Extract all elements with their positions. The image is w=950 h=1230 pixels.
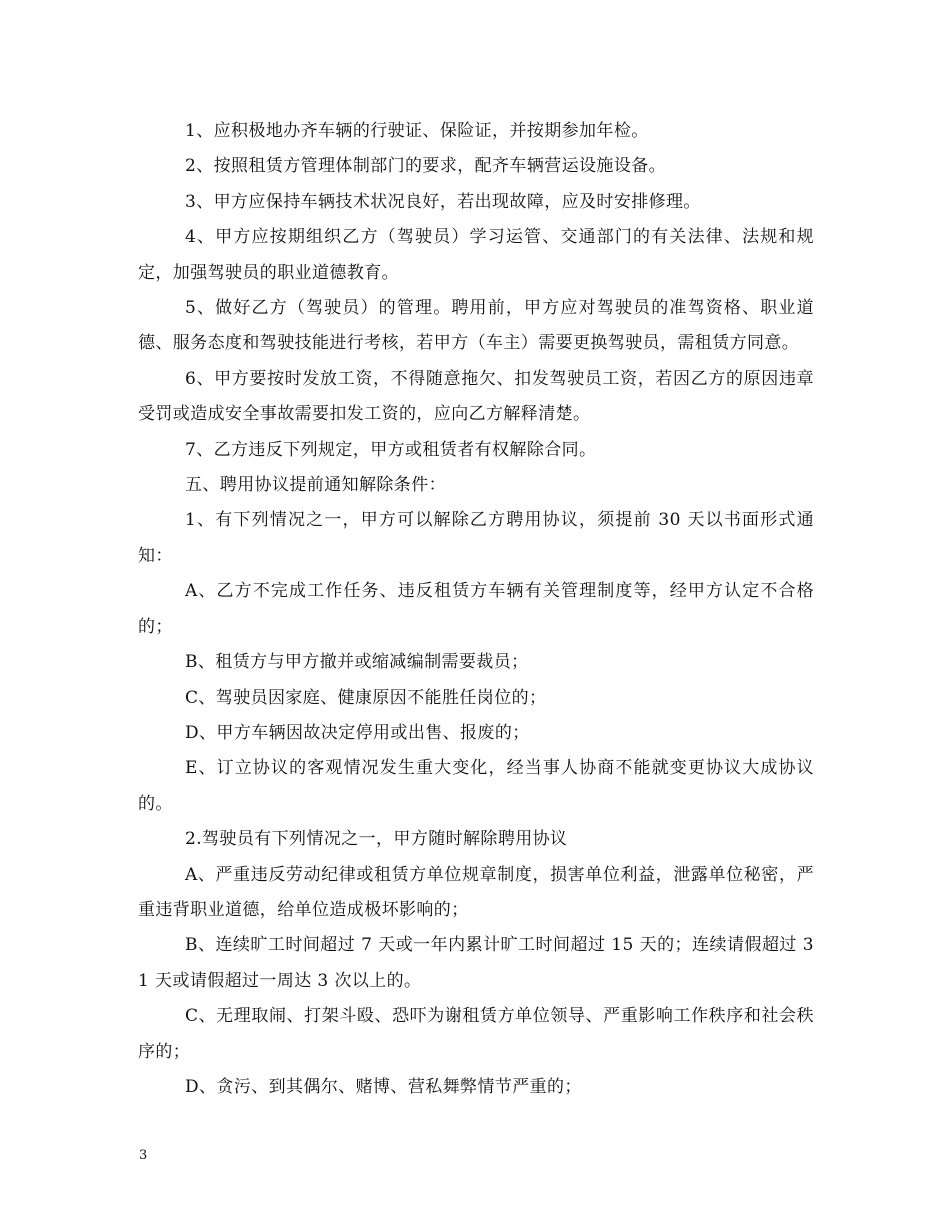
paragraph: A、乙方不完成工作任务、违反租赁方车辆有关管理制度等，经甲方认定不合格的； [138,581,814,637]
paragraph: 2、按照租赁方管理体制部门的要求，配齐车辆营运设施设备。 [185,156,667,177]
page-number: 3 [139,1148,148,1163]
paragraph: D、甲方车辆因故决定停用或出售、报废的； [185,722,530,743]
paragraph: 6、甲方要按时发放工资，不得随意拖欠、扣发驾驶员工资，若因乙方的原因违章受罚或造成安全事故需要扣发工资的，应向乙方解释清楚。 [138,368,814,425]
paragraph: 3、甲方应保持车辆技术状况良好，若出现故障，应及时安排修理。 [185,191,701,212]
paragraph: 7、乙方违反下列规定，甲方或租赁者有权解除合同。 [185,439,597,460]
paragraph: 4、甲方应按期组织乙方（驾驶员）学习运管、交通部门的有关法律、法规和规定，加强驾驶员的职业道德教育。 [138,227,814,283]
section-heading: 五、聘用协议提前通知解除条件： [185,475,446,496]
paragraph: C、无理取闹、打架斗殴、恐吓为谢租赁方单位领导、严重影响工作秩序和社会秩序的； [138,1006,814,1062]
paragraph: A、严重违反劳动纪律或租赁方单位规章制度，损害单位利益，泄露单位秘密，严重违背职业道德，给单位造成极坏影响的； [138,864,814,920]
document-body [138,114,814,1105]
paragraph: B、连续旷工时间超过 7 天或一年内累计旷工时间超过 15 天的；连续请假超过 31 天或请假超过一周达 3 次以上的。 [138,935,814,991]
paragraph: 1、有下列情况之一，甲方可以解除乙方聘用协议，须提前 30 天以书面形式通知： [138,510,814,566]
paragraph: 5、做好乙方（驾驶员）的管理。聘用前，甲方应对驾驶员的准驾资格、职业道德、服务态度和驾驶技能进行考核，若甲方（车主）需要更换驾驶员，需租赁方同意。 [138,298,814,354]
paragraph: C、驾驶员因家庭、健康原因不能胜任岗位的； [185,687,547,708]
paragraph: 2.驾驶员有下列情况之一，甲方随时解除聘用协议 [185,829,568,850]
paragraph: E、订立协议的客观情况发生重大变化，经当事人协商不能就变更协议大成协议的。 [138,758,814,814]
paragraph: 1、应积极地办齐车辆的行驶证、保险证，并按期参加年检。 [185,121,649,141]
paragraph: B、租赁方与甲方撤并或缩减编制需要裁员； [185,652,529,673]
paragraph: D、贪污、到其偶尔、赌博、营私舞弊情节严重的； [185,1076,582,1097]
